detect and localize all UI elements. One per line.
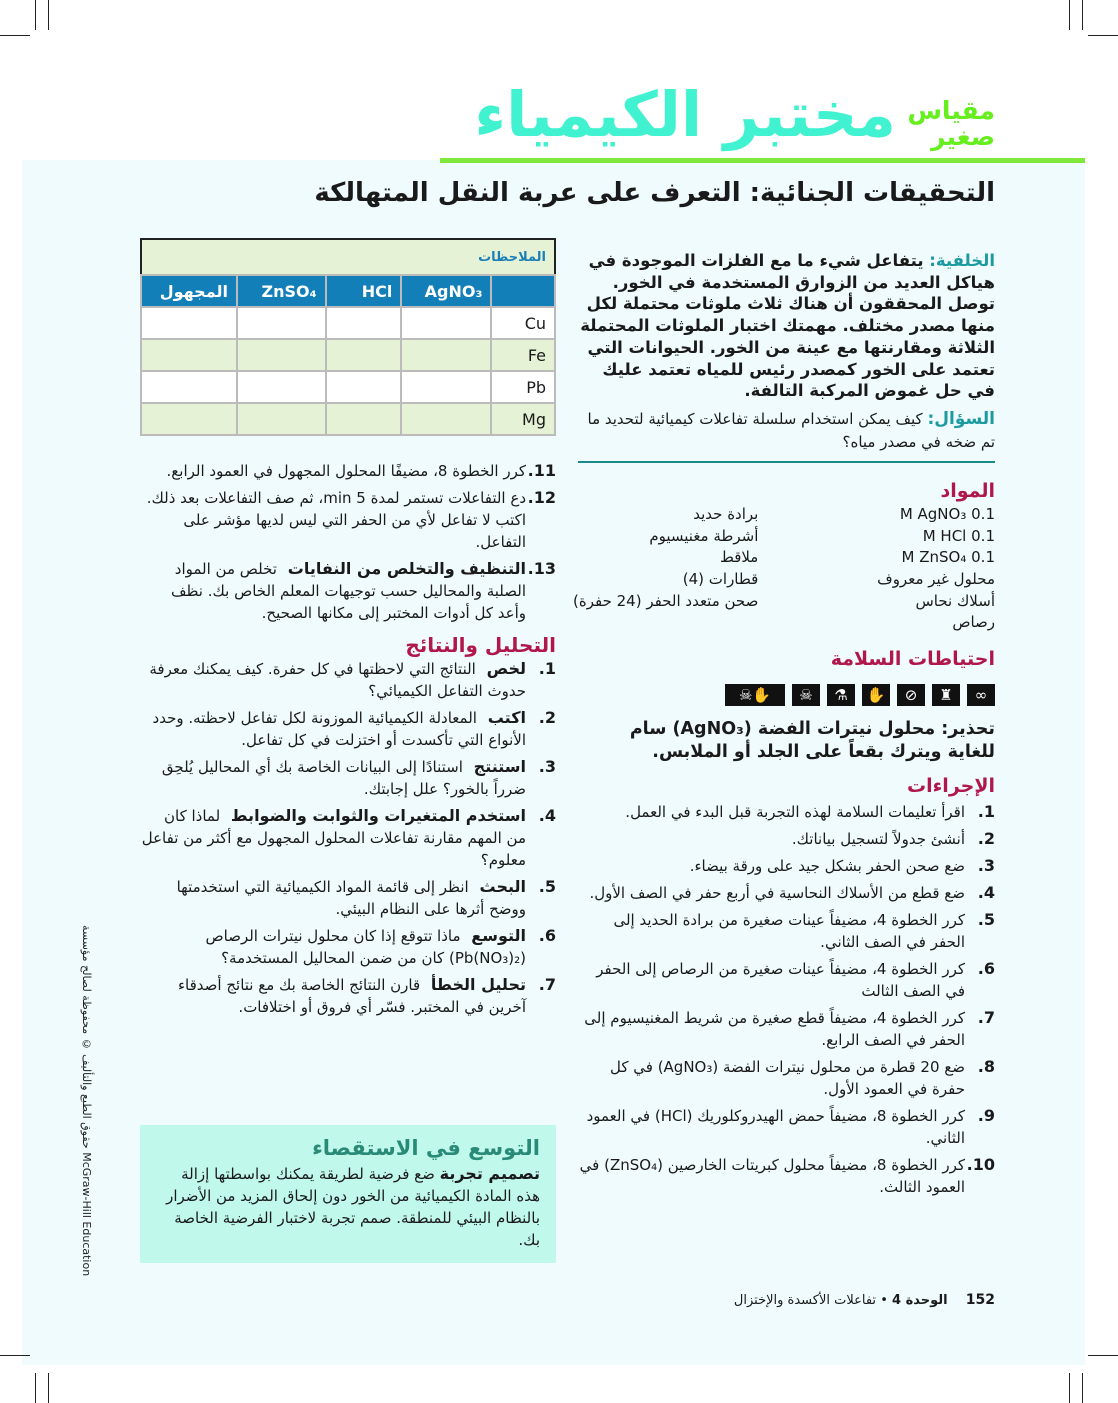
mini-label-line1: مقياس (907, 96, 995, 125)
item-number: 1. (977, 802, 995, 822)
observation-cell (141, 339, 237, 371)
right-column (573, 250, 995, 1203)
material-item: رصاص (952, 613, 995, 632)
question-text: كيف يمكن استخدام سلسلة تفاعلات كيميائية لتحديد ما تم ضخه في مصدر مياه؟ (587, 409, 995, 451)
procedure-step (578, 855, 995, 877)
observation-cell (326, 371, 402, 403)
crop-mark (35, 1373, 36, 1403)
crop-mark (48, 1373, 49, 1403)
item-bold-label: لخص (486, 659, 526, 678)
item-bold-label: البحث (479, 877, 526, 896)
item-text (792, 828, 965, 850)
row-label: Pb (491, 371, 555, 403)
observation-cell (401, 371, 491, 403)
item-number: 13. (527, 559, 556, 578)
observation-cell (326, 403, 402, 435)
procedure-step (578, 1007, 995, 1051)
item-number: 12. (527, 488, 556, 507)
item-number: 6. (538, 926, 556, 945)
item-bold-label: اكتب (487, 708, 526, 727)
table-title: الملاحظات (141, 239, 555, 275)
material-item: قطارات (4) (682, 570, 759, 589)
footer-bullet: • (880, 1293, 888, 1308)
copyright-notice: حقوق الطبع والتأليف © محفوظة لصالح مؤسسة McGraw-Hill Education (80, 925, 93, 1277)
table-row (141, 403, 555, 435)
procedure-step (578, 828, 995, 850)
item-number: 10. (966, 1155, 995, 1175)
lab-coat-icon: ♜ (932, 684, 960, 706)
material-item: محلول غير معروف (877, 570, 995, 589)
item-body: المعادلة الكيميائية الموزونة لكل تفاعل لاحظته. وحدد الأنواع التي تأكسدت أو اختزلت في كل تفاعل. (152, 709, 526, 749)
inquiry-bold-label: تصميم تجربة (439, 1164, 540, 1183)
observation-cell (141, 403, 237, 435)
item-text (578, 1105, 965, 1149)
row-label: Mg (491, 403, 555, 435)
toxic-icon: ☠ (792, 684, 820, 706)
inquiry-box (140, 1125, 556, 1263)
materials-column-2 (573, 504, 758, 634)
item-number: 9. (977, 1106, 995, 1126)
analysis-items (140, 658, 556, 1018)
observation-cell (141, 371, 237, 403)
item-body: اقرأ تعليمات السلامة لهذه التجربة قبل البدء في العمل. (625, 803, 965, 822)
material-item: 0.1 M HCl (922, 526, 995, 545)
crop-mark (35, 0, 36, 30)
item-body: ضع 20 قطرة من محلول نيترات الفضة (AgNO₃) في كل حفرة في العمود الأول. (609, 1058, 965, 1099)
background-text: يتفاعل شيء ما مع الفلزات الموجودة في هياكل العديد من الزوارق المستخدمة في الخور. توصل المحققون أن هناك ثلاث ملوثات محتملة لكل منها مصدر مختلف. مهمتك اختبار الملوثات المحتملة الثلاثة ومقارنتها مع عينة من الخور. الحيوانات التي تعتمد على الخور كمصدر رئيس للمياه تعتمد عليك في حل غموض المركبة التالفة. (580, 251, 995, 401)
item-number: 5. (538, 877, 556, 896)
item-body: أنشئ جدولاً لتسجيل بياناتك. (791, 830, 965, 849)
analysis-item (140, 658, 556, 702)
table-row (141, 307, 555, 339)
left-column (140, 238, 556, 1023)
item-body: انظر إلى قائمة المواد الكيميائية التي استخدمتها ووضح أثرها على النظام البيئي. (176, 878, 526, 918)
procedure-step (140, 460, 556, 482)
item-number: 3. (538, 757, 556, 776)
mini-label-line2: صغير (930, 122, 995, 151)
material-item: 0.1 M AgNO₃ (899, 504, 995, 523)
material-item: أسلاك نحاس (915, 591, 995, 610)
section-divider (578, 461, 995, 463)
procedure-steps-continued (140, 460, 556, 624)
procedure-step (578, 801, 995, 823)
procedure-step (578, 909, 995, 953)
item-text (625, 801, 965, 823)
table-header-cell: AgNO₃ (401, 275, 491, 307)
item-text (589, 882, 965, 904)
procedure-step (578, 1105, 995, 1149)
material-item: ملاقط (719, 548, 759, 567)
observation-cell (141, 307, 237, 339)
page-title: التحقيقات الجنائية: التعرف على عربة النقل المتهالكة (314, 178, 995, 208)
item-bold-label: التوسع (471, 926, 526, 945)
observation-cell (326, 339, 402, 371)
crop-mark (48, 0, 49, 30)
table-header-cell (491, 275, 555, 307)
observation-cell (237, 403, 326, 435)
item-body: لماذا كان من المهم مقارنة تفاعلات المحلول المجهول مع أكثر من تفاعل معلوم؟ (141, 807, 526, 869)
analysis-item (140, 805, 556, 871)
question-paragraph (578, 408, 995, 454)
crop-mark (1069, 1373, 1070, 1403)
item-body: كرر الخطوة 4، مضيفاً قطع صغيرة من شريط المغنيسيوم إلى الحفر في الصف الرابع. (584, 1009, 965, 1050)
materials-column-1 (877, 504, 995, 634)
item-body: ضع قطع من الأسلاك النحاسية في أربع حفر في الصف الأول. (589, 884, 965, 903)
crop-mark (1088, 1355, 1118, 1356)
table-row (141, 339, 555, 371)
chemical-hazard-icon: ✋ (862, 684, 890, 706)
item-text (578, 1007, 965, 1051)
procedure-step (578, 882, 995, 904)
goggles-icon: ∞ (967, 684, 995, 706)
row-label: Cu (491, 307, 555, 339)
item-body: كرر الخطوة 4، مضيفاً عينات صغيرة من الرصاص إلى الحفر في الصف الثالث (596, 960, 965, 1001)
table-header-cell: ZnSO₄ (237, 275, 326, 307)
item-body: قارن النتائج الخاصة بك مع نتائج أصدقاء آخرين في المختبر. فسّر أي فروق أو اختلافات. (178, 976, 526, 1016)
item-text (140, 805, 526, 871)
item-number: 7. (977, 1008, 995, 1028)
item-number: 11. (527, 461, 556, 480)
hand-wash-icon: ☠✋ (725, 684, 785, 706)
observation-cell (401, 403, 491, 435)
page-number: 152 (965, 1292, 995, 1308)
crop-mark (1069, 0, 1070, 30)
question-label: السؤال: (927, 408, 995, 429)
procedure-step (578, 1056, 995, 1100)
inquiry-text (156, 1163, 540, 1251)
background-paragraph (578, 250, 995, 402)
observation-cell (326, 307, 402, 339)
item-body: النتائج التي لاحظتها في كل حفرة. كيف يمكنك معرفة حدوث التفاعل الكيميائي؟ (149, 660, 526, 700)
procedure-step (578, 1154, 995, 1198)
inquiry-body: ضع فرضية لطريقة يمكنك بواسطتها إزالة هذه المادة الكيميائية من الخور دون إلحاق المزيد من الأضرار بالنظام البيئي للمنطقة. صمم تجربة لاختبار الفرضية الخاصة بك. (166, 1165, 540, 1249)
procedure-step (578, 958, 995, 1002)
item-number: 2. (977, 829, 995, 849)
observation-cell (237, 371, 326, 403)
item-number: 4. (538, 806, 556, 825)
analysis-item (140, 974, 556, 1018)
item-text (578, 1056, 965, 1100)
inquiry-heading: التوسع في الاستقصاء (312, 1136, 540, 1160)
row-label: Fe (491, 339, 555, 371)
page-footer (734, 1292, 995, 1308)
procedure-heading: الإجراءات (906, 775, 995, 798)
crop-mark (1088, 35, 1118, 36)
material-item: برادة حديد (693, 504, 759, 523)
analysis-item (140, 707, 556, 751)
item-text (578, 1154, 965, 1198)
item-body: تخلص من المواد الصلبة والمحاليل حسب توجيهات المعلم الخاص بك. نظف وأعد كل أدوات المختبر إلى مكانها الصحيح. (170, 560, 526, 622)
analysis-item (140, 925, 556, 969)
procedure-step (140, 487, 556, 553)
item-number: 1. (538, 659, 556, 678)
material-item: 0.1 M ZnSO₄ (901, 548, 995, 567)
item-body: ماذا تتوقع إذا كان محلول نيترات الرصاص (Pb(NO₃)₂) كان من ضمن المحاليل المستخدمة؟ (205, 927, 526, 967)
item-text (578, 909, 965, 953)
item-body: كرر الخطوة 8، مضيفًا المحلول المجهول في العمود الرابع. (166, 462, 526, 480)
item-number: 2. (538, 708, 556, 727)
header-divider (440, 158, 1085, 163)
crop-mark (0, 1355, 30, 1356)
item-number: 6. (977, 959, 995, 979)
item-text (140, 707, 526, 751)
analysis-item (140, 876, 556, 920)
item-text (140, 756, 526, 800)
item-body: كرر الخطوة 4، مضيفاً عينات صغيرة من برادة الحديد إلى الحفر في الصف الثاني. (613, 911, 965, 952)
item-body: ضع صحن الحفر بشكل جيد على ورقة بيضاء. (689, 857, 965, 876)
item-bold-label: استنتج (473, 757, 526, 776)
item-body: كرر الخطوة 8، مضيفاً حمض الهيدروكلوريك (HCl) في العمود الثاني. (586, 1107, 965, 1148)
observations-table (140, 238, 556, 436)
procedure-steps (578, 801, 995, 1198)
item-text (140, 487, 526, 553)
chapter-title: تفاعلات الأكسدة والإختزال (733, 1293, 877, 1308)
observation-cell (237, 339, 326, 371)
no-eating-icon: ⊘ (897, 684, 925, 706)
observation-cell (237, 307, 326, 339)
crop-mark (1082, 1373, 1083, 1403)
item-bold-label: استخدم المتغيرات والثوابت والضوابط (230, 806, 526, 825)
glassware-icon: ⚗ (827, 684, 855, 706)
item-number: 3. (977, 856, 995, 876)
observation-cell (401, 339, 491, 371)
item-body: كرر الخطوة 8، مضيفاً محلول كبريتات الخارصين (ZnSO₄) في العمود الثالث. (579, 1156, 965, 1197)
background-label: الخلفية: (929, 251, 995, 270)
table-row (141, 371, 555, 403)
item-body: استنادًا إلى البيانات الخاصة بك أي المحاليل يُلحِق ضرراً بالخور؟ علل إجابتك. (161, 758, 526, 798)
lab-title: مختبر الكيمياء (474, 78, 896, 151)
item-text (578, 958, 965, 1002)
item-text (140, 974, 526, 1018)
materials-heading: المواد (940, 479, 995, 502)
table-header-cell: المجهول (141, 275, 237, 307)
observation-cell (401, 307, 491, 339)
analysis-heading: التحليل والنتائج (405, 633, 556, 657)
item-bold-label: التنظيف والتخلص من النفايات (287, 559, 526, 578)
item-body: دع التفاعلات تستمر لمدة 5 min، ثم صف التفاعلات بعد ذلك. اكتب لا تفاعل لأي من الحفر التي ليس لديها مؤشر على التفاعل. (146, 489, 526, 551)
item-bold-label: تحليل الخطأ (430, 975, 526, 994)
item-text (140, 876, 526, 920)
procedure-step (140, 558, 556, 624)
analysis-item (140, 756, 556, 800)
item-text (140, 658, 526, 702)
materials-list (573, 504, 995, 634)
item-number: 5. (977, 910, 995, 930)
item-number: 7. (538, 975, 556, 994)
item-text (140, 558, 526, 624)
crop-mark (0, 35, 30, 36)
unit-label: الوحدة 4 (892, 1293, 948, 1308)
item-text (140, 925, 526, 969)
item-number: 4. (977, 883, 995, 903)
safety-heading: احتياطات السلامة (830, 648, 995, 671)
item-number: 8. (977, 1057, 995, 1077)
material-item: صحن متعدد الحفر (24 حفرة) (573, 591, 759, 610)
item-text (690, 855, 965, 877)
item-text (167, 460, 526, 482)
safety-warning: تحذير: محلول نيترات الفضة (AgNO₃) سام للغاية ويترك بقعاً على الجلد أو الملابس. (629, 719, 995, 762)
material-item: أشرطة مغنيسيوم (649, 526, 759, 545)
mini-lab-label (907, 98, 995, 150)
crop-mark (1082, 0, 1083, 30)
table-header-cell: HCl (326, 275, 402, 307)
safety-icons (578, 684, 995, 706)
